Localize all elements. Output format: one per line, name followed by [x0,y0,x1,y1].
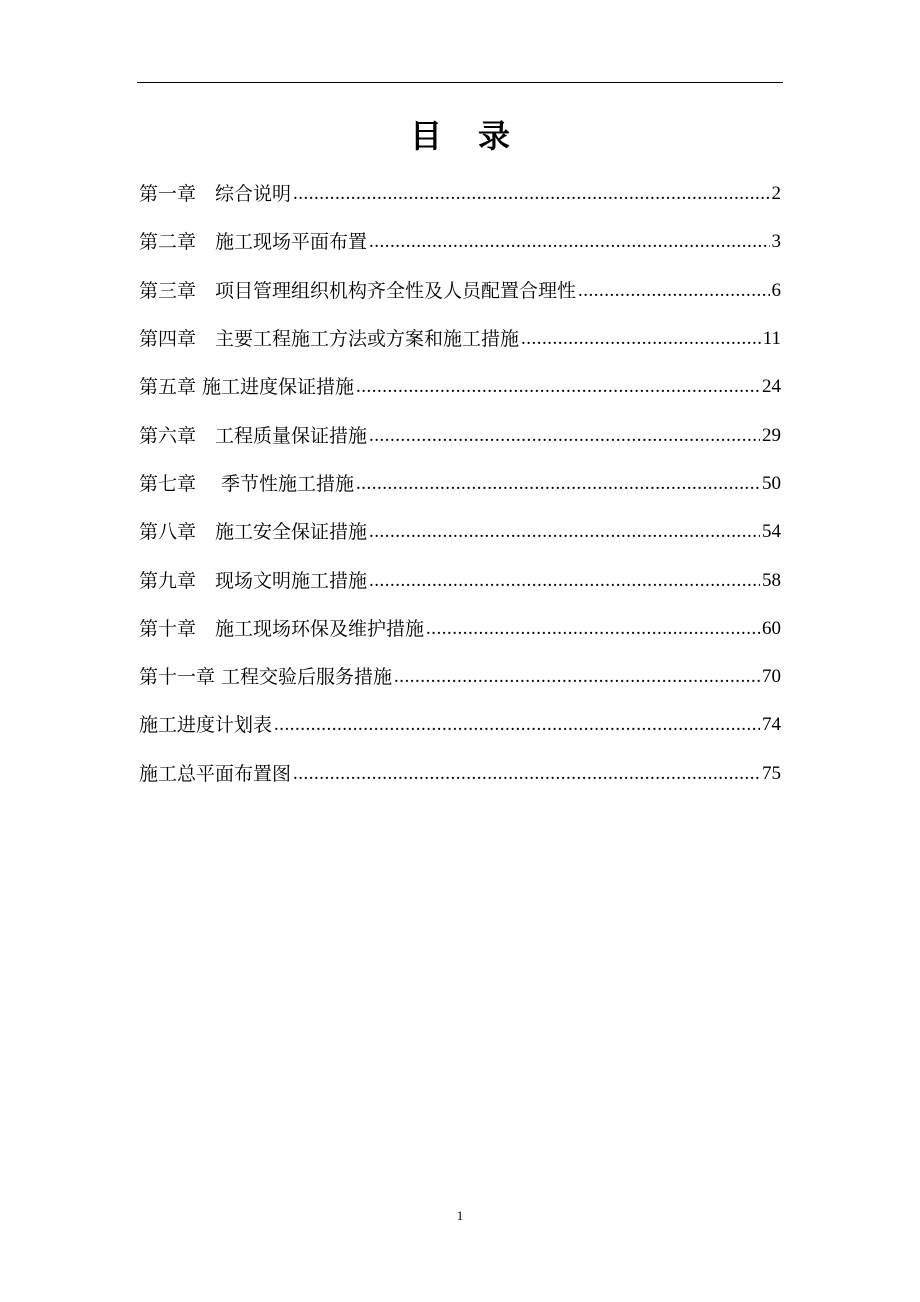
toc-entry[interactable] [139,218,781,266]
toc-dot-leader [369,422,760,450]
toc-entry-label: 第六章 工程质量保证措施 [139,424,368,447]
toc-entry[interactable] [139,701,781,749]
toc-dot-leader [293,760,760,788]
toc-entry-label: 第二章 施工现场平面布置 [139,231,368,254]
toc-entry-page: 11 [762,328,781,350]
toc-entry[interactable] [139,363,781,411]
toc-dot-leader [369,567,760,595]
toc-entry-label: 施工进度计划表 [139,714,273,737]
toc-dot-leader [356,373,760,401]
table-of-contents [139,170,781,798]
toc-dot-leader [356,470,760,498]
toc-entry-label: 第四章 主要工程施工方法或方案和施工措施 [139,328,520,351]
page-title: 目录 [409,117,546,155]
toc-entry[interactable] [139,267,781,315]
toc-entry[interactable] [139,605,781,653]
toc-entry-label: 第八章 施工安全保证措施 [139,521,368,544]
toc-entry[interactable] [139,750,781,798]
header-rule [137,82,783,83]
toc-entry[interactable] [139,460,781,508]
toc-entry[interactable] [139,653,781,701]
toc-entry-page: 2 [771,183,781,205]
toc-dot-leader [426,615,760,643]
toc-entry-label: 第一章 综合说明 [139,183,292,206]
toc-dot-leader [369,228,769,256]
toc-entry-label: 第五章 施工进度保证措施 [139,376,355,399]
toc-entry-label: 第九章 现场文明施工措施 [139,569,368,592]
page-number: 1 [456,1208,464,1223]
toc-entry-page: 75 [762,762,781,784]
toc-entry-label: 第十一章 工程交验后服务措施 [139,666,393,689]
toc-dot-leader [369,518,760,546]
toc-entry[interactable] [139,315,781,363]
toc-entry-label: 第十章 施工现场环保及维护措施 [139,617,425,640]
toc-entry-page: 54 [762,521,781,543]
toc-entry[interactable] [139,556,781,604]
toc-dot-leader [293,180,769,208]
toc-dot-leader [394,663,760,691]
toc-entry[interactable] [139,411,781,459]
toc-dot-leader [578,277,769,305]
toc-entry[interactable] [139,170,781,218]
toc-dot-leader [274,711,760,739]
toc-entry-page: 29 [762,424,781,446]
toc-entry-page: 58 [762,569,781,591]
toc-entry-label: 第七章 季节性施工措施 [139,472,355,495]
toc-entry[interactable] [139,508,781,556]
toc-entry-page: 60 [762,617,781,639]
toc-dot-leader [521,325,761,353]
toc-entry-page: 74 [762,714,781,736]
toc-entry-label: 施工总平面布置图 [139,762,292,785]
toc-entry-page: 24 [762,376,781,398]
toc-entry-page: 70 [762,666,781,688]
toc-entry-page: 50 [762,472,781,494]
toc-entry-label: 第三章 项目管理组织机构齐全性及人员配置合理性 [139,279,577,302]
toc-entry-page: 6 [771,279,781,301]
toc-entry-page: 3 [771,231,781,253]
